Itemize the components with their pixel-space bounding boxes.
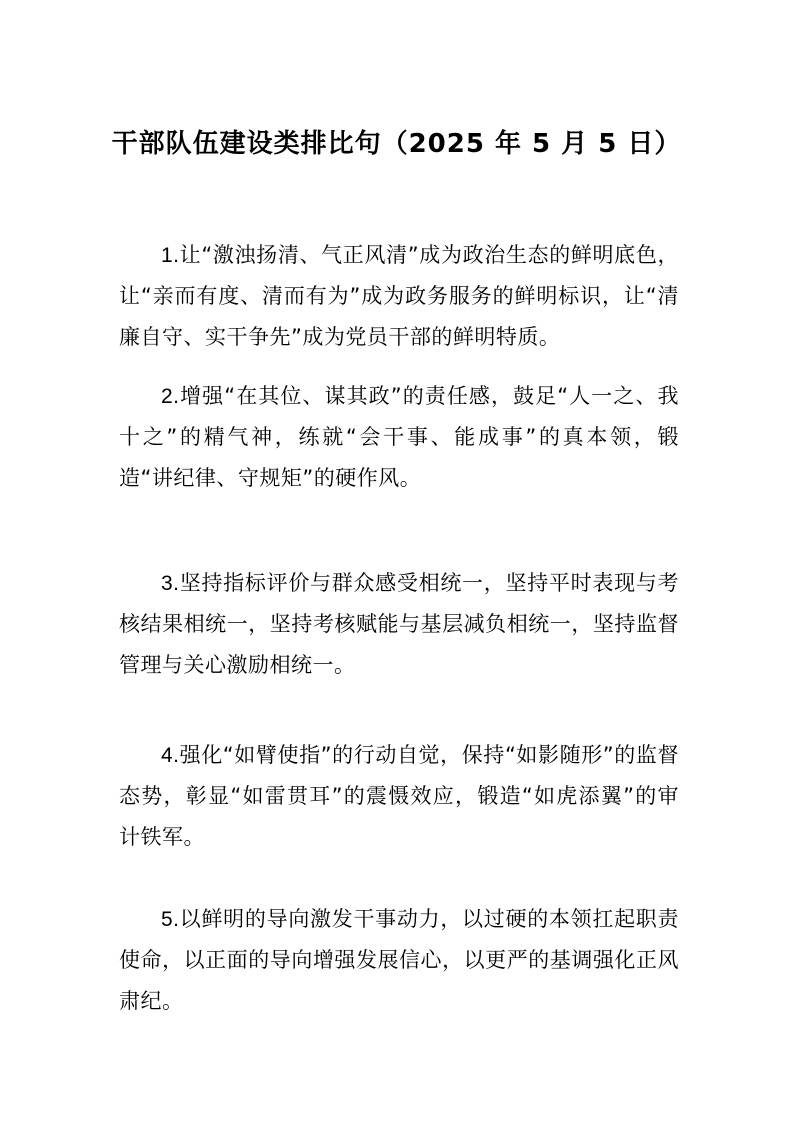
paragraph-number: 5. xyxy=(161,908,180,931)
paragraph-number: 1. xyxy=(161,244,180,267)
paragraph-number: 4. xyxy=(161,744,180,767)
paragraph-3 xyxy=(119,563,679,686)
paragraph-5 xyxy=(119,899,679,1022)
document-title: 干部队伍建设类排比句（2025 年 5 月 5 日） xyxy=(111,129,682,159)
paragraph-text: 强化“如臂使指”的行动自觉，保持“如影随形”的监督态势，彰显“如雷贯耳”的震慑效应，锻造“如虎添翼”的审计铁军。 xyxy=(119,743,679,849)
paragraph-number: 2. xyxy=(161,385,180,408)
paragraph-text: 坚持指标评价与群众感受相统一，坚持平时表现与考核结果相统一，坚持考核赋能与基层减负相统一，坚持监督管理与关心激励相统一。 xyxy=(119,571,679,677)
paragraph-1 xyxy=(119,235,679,358)
paragraph-number: 3. xyxy=(161,572,180,595)
paragraph-text: 增强“在其位、谋其政”的责任感，鼓足“人一之、我十之”的精气神，练就“会干事、能成事”的真本领，锻造“讲纪律、守规矩”的硬作风。 xyxy=(119,384,679,490)
paragraph-4 xyxy=(119,735,679,858)
paragraph-text: 以鲜明的导向激发干事动力，以过硬的本领扛起职责使命，以正面的导向增强发展信心，以更严的基调强化正风肃纪。 xyxy=(119,907,679,1013)
paragraph-2 xyxy=(119,376,679,499)
paragraph-text: 让“激浊扬清、气正风清”成为政治生态的鲜明底色，让“亲而有度、清而有为”成为政务服务的鲜明标识，让“清廉自守、实干争先”成为党员干部的鲜明特质。 xyxy=(119,243,679,349)
